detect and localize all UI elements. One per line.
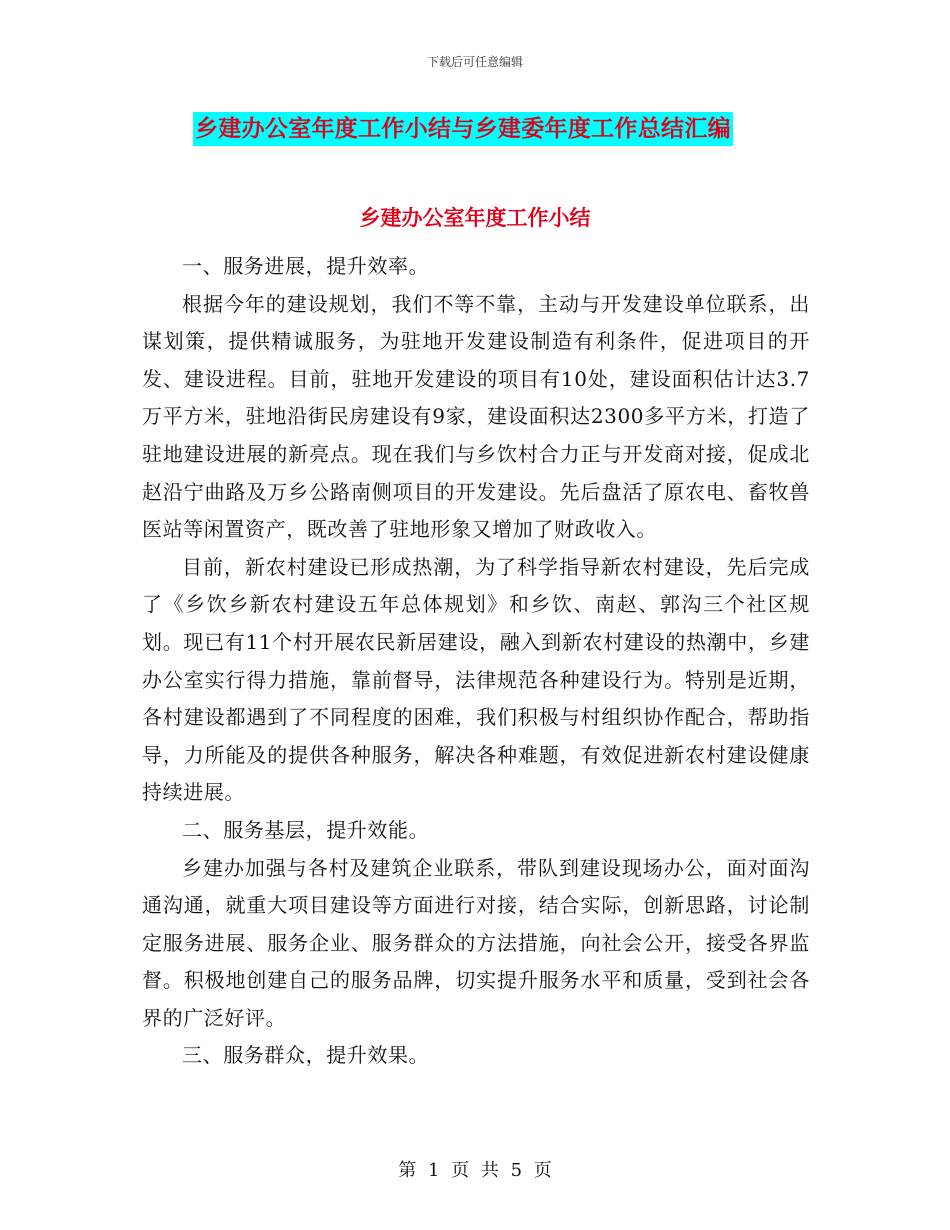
page-footer-pagination: 第 1 页 共 5 页 [398, 1160, 552, 1181]
document-main-title: 乡建办公室年度工作小结与乡建委年度工作总结汇编 [193, 112, 733, 146]
page-header-note: 下载后可任意编辑 [426, 55, 523, 69]
document-body [142, 248, 810, 1075]
paragraph-new-countryside: 目前，新农村建设已形成热潮，为了科学指导新农村建设，先后完成了《乡饮乡新农村建设五年总体规划》和乡饮、南赵、郭沟三个社区规划。现已有11个村开展农民新居建设，融入到新农村建设的热潮中，乡建办公室实行得力措施，靠前督导，法律规范各种建设行为。特别是近期，各村建设都遇到了不同程度的困难，我们积极与村组织协作配合，帮助指导，力所能及的提供各种服务，解决各种难题，有效促进新农村建设健康持续进展。 [142, 554, 810, 805]
paragraph-construction-planning: 根据今年的建设规划，我们不等不靠，主动与开发建设单位联系，出谋划策，提供精诚服务，为驻地开发建设制造有利条件，促进项目的开发、建设进程。目前，驻地开发建设的项目有10处，建设面积估计达3.7万平方米，驻地沿街民房建设有9家，建设面积达2300多平方米，打造了驻地建设进展的新亮点。现在我们与乡饮村合力正与开发商对接，促成北赵沿宁曲路及万乡公路南侧项目的开发建设。先后盘活了原农电、畜牧兽医站等闲置资产，既改善了驻地形象又增加了财政收入。 [142, 291, 810, 542]
paragraph-enterprise-liaison: 乡建办加强与各村及建筑企业联系，带队到建设现场办公，面对面沟通沟通，就重大项目建设等方面进行对接，结合实际，创新思路，讨论制定服务进展、服务企业、服务群众的方法措施，向社会公开，接受各界监督。积极地创建自己的服务品牌，切实提升服务水平和质量，受到社会各界的广泛好评。 [142, 855, 810, 1030]
heading-serve-grassroots: 二、服务基层，提升效能。 [182, 817, 430, 842]
section-title: 乡建办公室年度工作小结 [359, 205, 591, 230]
heading-service-development: 一、服务进展，提升效率。 [182, 254, 430, 278]
heading-serve-public: 三、服务群众，提升效果。 [182, 1043, 430, 1068]
